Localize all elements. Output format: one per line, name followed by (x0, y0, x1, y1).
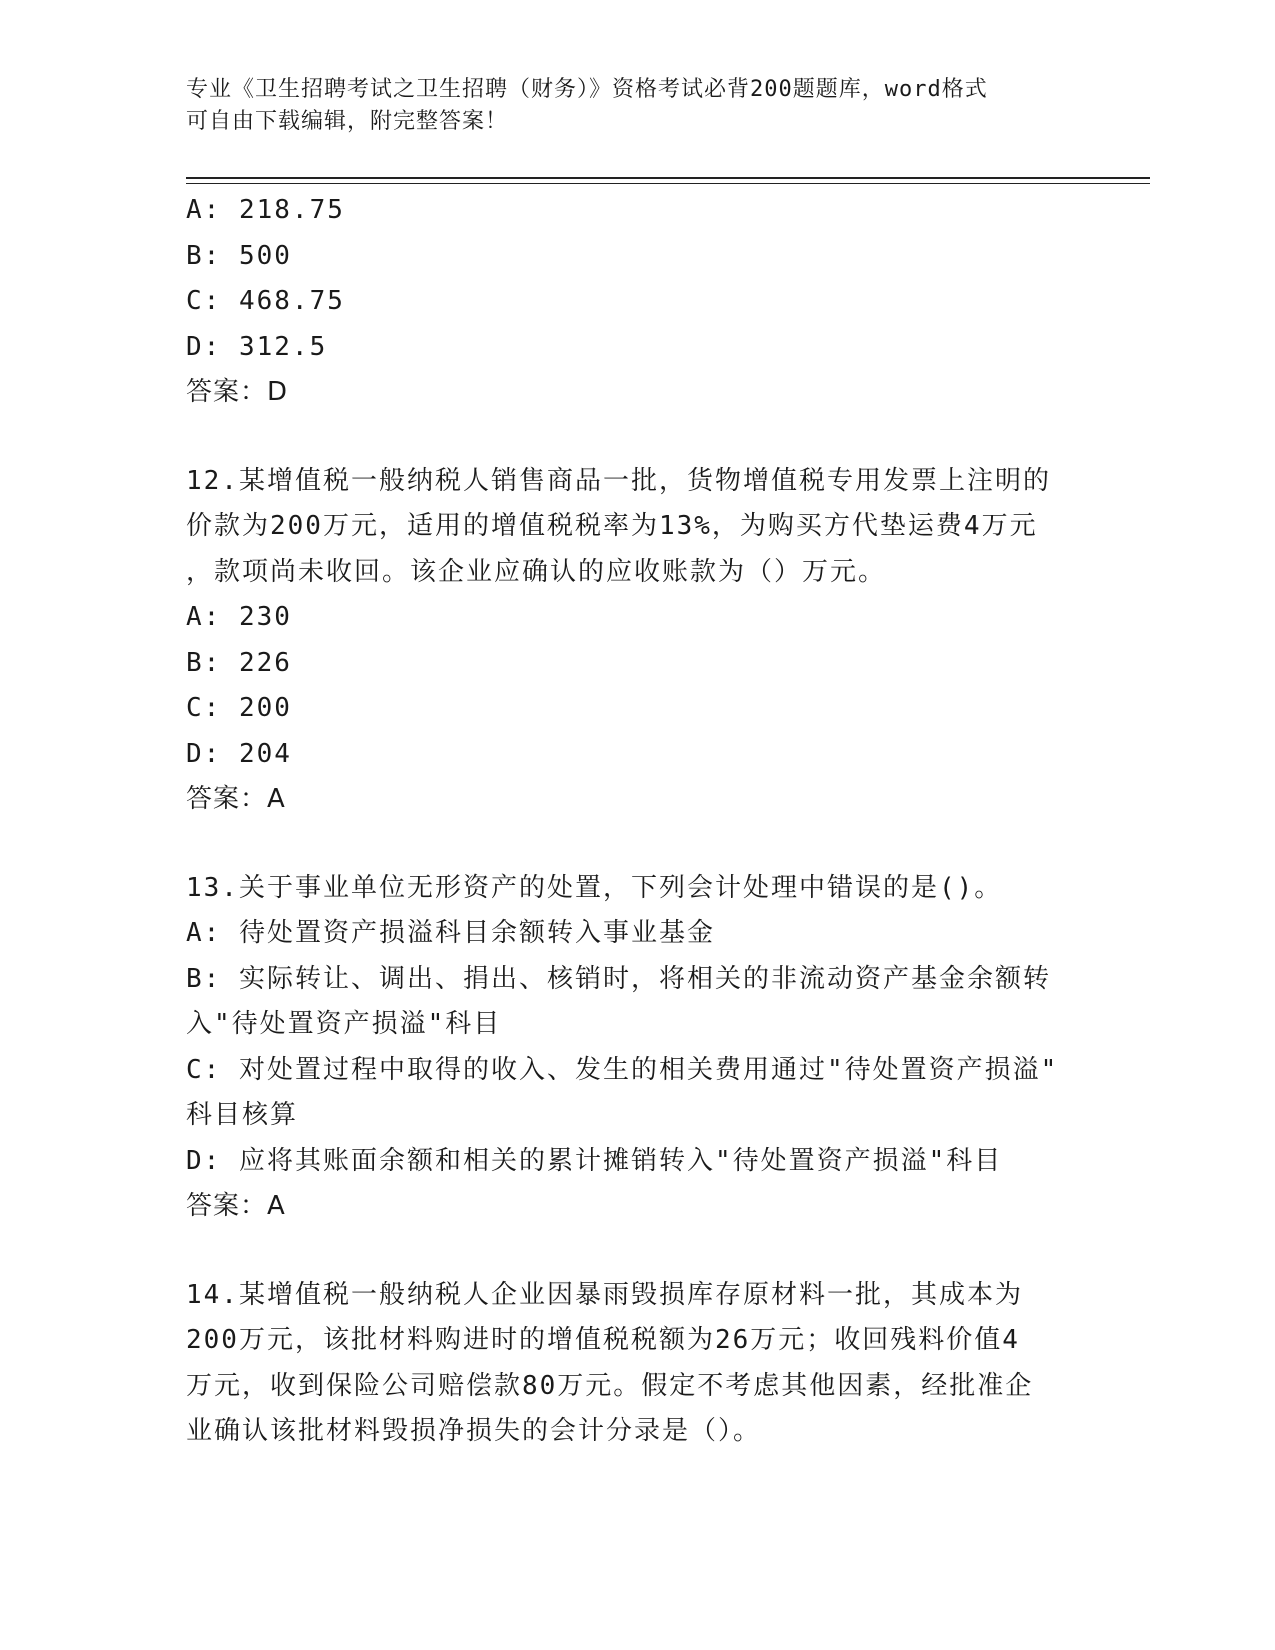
question-text: 万元，收到保险公司赔偿款80万元。假定不考虑其他因素，经批准企 (186, 1370, 1034, 1401)
question-text: 200万元，该批材料购进时的增值税税额为26万元；收回残料价值4 (186, 1325, 1020, 1355)
answer: 答案：A (186, 784, 286, 814)
header-divider-thick (186, 177, 1150, 179)
spacer (186, 1230, 1086, 1273)
option-c: C: 468.75 (186, 286, 345, 316)
option-b: B: 226 (186, 647, 292, 678)
answer: 答案：A (186, 1191, 286, 1221)
option-d: D: 312.5 (186, 331, 328, 362)
option-c: C: 200 (186, 693, 292, 723)
option-a: A: 230 (186, 602, 292, 632)
option-c: C: 对处置过程中取得的收入、发生的相关费用通过"待处置资产损溢" (186, 1054, 1059, 1085)
question-text: ，款项尚未收回。该企业应确认的应收账款为（）万元。 (186, 556, 887, 587)
option-b: B: 500 (186, 240, 292, 271)
spacer (186, 416, 1086, 459)
question-text: 12.某增值税一般纳税人销售商品一批，货物增值税专用发票上注明的 (186, 465, 1051, 496)
question-text: 13.关于事业单位无形资产的处置，下列会计处理中错误的是()。 (186, 872, 1003, 903)
option-a: A: 218.75 (186, 195, 345, 225)
question-13 (186, 866, 1086, 1230)
option-c-cont: 科目核算 (186, 1100, 299, 1130)
question-14 (186, 1273, 1086, 1455)
option-d: D: 应将其账面余额和相关的累计摊销转入"待处置资产损溢"科目 (186, 1145, 1003, 1176)
page-header (186, 74, 1066, 138)
header-divider-thin (186, 183, 1150, 184)
question-text: 价款为200万元，适用的增值税税率为13%，为购买方代垫运费4万元 (186, 511, 1038, 541)
option-b: B: 实际转让、调出、捐出、核销时，将相关的非流动资产基金余额转 (186, 963, 1051, 994)
option-b-cont: 入"待处置资产损溢"科目 (186, 1009, 502, 1039)
question-11 (186, 188, 1086, 416)
question-content (186, 188, 1086, 1455)
answer: 答案：D (186, 377, 289, 407)
question-12 (186, 459, 1086, 823)
spacer (186, 823, 1086, 866)
header-line-1: 专业《卫生招聘考试之卫生招聘（财务）》资格考试必背200题题库，word格式 (186, 77, 988, 102)
option-a: A: 待处置资产损溢科目余额转入事业基金 (186, 918, 715, 948)
question-text: 14.某增值税一般纳税人企业因暴雨毁损库存原材料一批，其成本为 (186, 1279, 1023, 1310)
option-d: D: 204 (186, 738, 292, 769)
question-text: 业确认该批材料毁损净损失的会计分录是（）。 (186, 1416, 762, 1446)
header-line-2: 可自由下载编辑，附完整答案！ (186, 109, 509, 134)
